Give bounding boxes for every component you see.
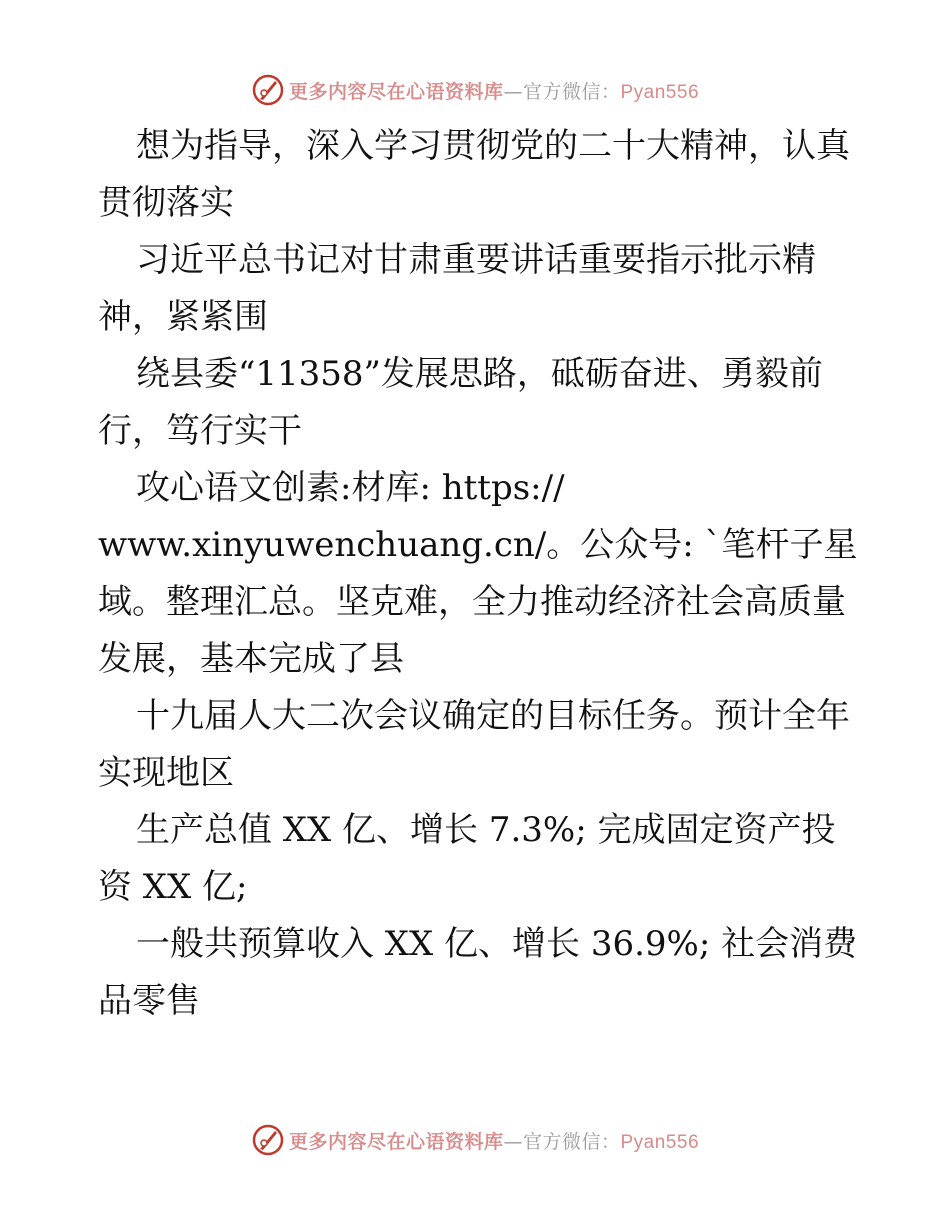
text-line: 想为指导，深入学习贯彻党的二十大精神，认真 bbox=[136, 126, 850, 166]
footer-text bbox=[289, 1127, 699, 1154]
text-line: 生产总值 XX 亿、增长 7.3%; 完成固定资产投 bbox=[136, 810, 836, 850]
header-account: Pyan556 bbox=[620, 81, 700, 103]
text-line: 品零售 bbox=[98, 981, 200, 1021]
text-line: 发展，基本完成了县 bbox=[98, 639, 404, 679]
text-line: 一般共预算收入 XX 亿、增长 36.9%; 社会消费 bbox=[136, 924, 858, 964]
text-line: 域。整理汇总。坚克难，全力推动经济社会高质量 bbox=[98, 582, 846, 622]
text-line: 攻心语文创素:材库: https:// bbox=[136, 468, 565, 508]
footer-banner bbox=[0, 1120, 950, 1160]
footer-brand: 更多内容尽在心语资料库 bbox=[288, 1130, 504, 1153]
footer-account: Pyan556 bbox=[620, 1131, 700, 1153]
quill-logo-icon bbox=[251, 1123, 285, 1157]
document-body bbox=[98, 118, 858, 1030]
text-line: 习近平总书记对甘肃重要讲话重要指示批示精 bbox=[136, 240, 816, 280]
footer-separator: —官方微信： bbox=[503, 1130, 621, 1153]
text-line: 资 XX 亿; bbox=[98, 867, 248, 907]
text-line: 神，紧紧围 bbox=[98, 297, 268, 337]
quill-logo-icon bbox=[251, 73, 285, 107]
header-brand: 更多内容尽在心语资料库 bbox=[288, 80, 504, 103]
header-separator: —官方微信： bbox=[503, 80, 621, 103]
text-line: 实现地区 bbox=[98, 753, 234, 793]
header-banner bbox=[0, 70, 950, 110]
text-line: www.xinyuwenchuang.cn/。公众号: `笔杆子星 bbox=[98, 525, 858, 565]
header-text bbox=[289, 77, 699, 104]
text-line: 绕县委“11358”发展思路，砥砺奋进、勇毅前 bbox=[136, 354, 823, 394]
text-line: 十九届人大二次会议确定的目标任务。预计全年 bbox=[136, 696, 850, 736]
text-line: 行，笃行实干 bbox=[98, 411, 302, 451]
text-line: 贯彻落实 bbox=[98, 183, 234, 223]
